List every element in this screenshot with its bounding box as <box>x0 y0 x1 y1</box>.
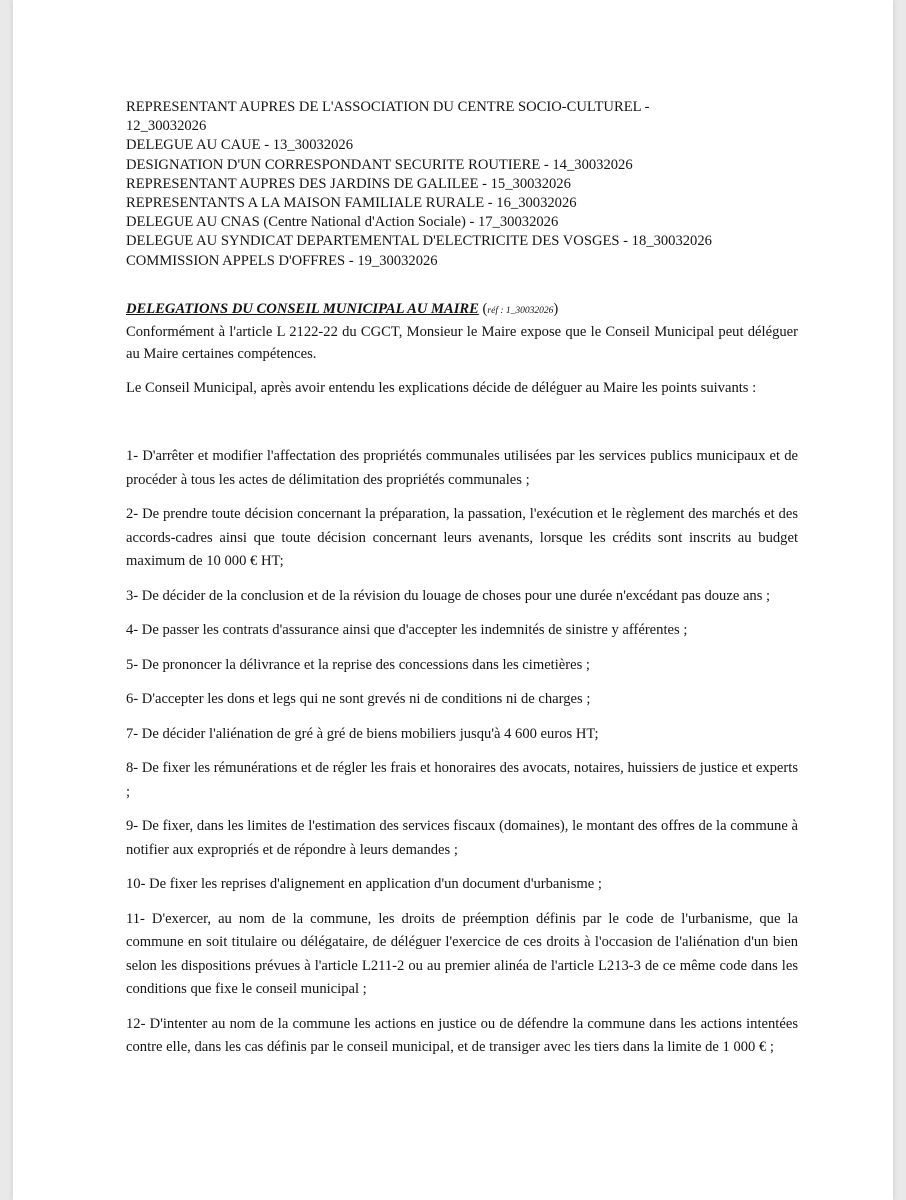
delegation-item: 12- D'intenter au nom de la commune les actions en justice ou de défendre la commune dans les actions intentées contre elle, dans les cas définis par le conseil municipal, et de transiger avec les tiers dans la limite de 1 000 € ; <box>126 1015 798 1056</box>
section-title: DELEGATIONS DU CONSEIL MUNICIPAL AU MAIRE (réf : 1_30032026) <box>126 300 559 317</box>
representative-line: COMMISSION APPELS D'OFFRES - 19_30032026 <box>126 252 438 269</box>
section-title-text: DELEGATIONS DU CONSEIL MUNICIPAL AU MAIRE <box>126 300 479 317</box>
delegation-item: 5- De prononcer la délivrance et la reprise des concessions dans les cimetières ; <box>126 656 590 673</box>
delegation-item: 3- De décider de la conclusion et de la révision du louage de choses pour une durée n'excédant pas douze ans ; <box>126 587 771 604</box>
representative-line: DELEGUE AU CAUE - 13_30032026 <box>126 137 353 154</box>
delegation-item: 2- De prendre toute décision concernant la préparation, la passation, l'exécution et le règlement des marchés et des accords-cadres ainsi que toute décision concernant leurs avenants, lorsque les crédits sont inscrits au budget maximum de 10 000 € HT; <box>126 506 798 570</box>
representative-line: REPRESENTANT AUPRES DES JARDINS DE GALILEE - 15_30032026 <box>126 175 571 192</box>
delegation-item: 10- De fixer les reprises d'alignement en application d'un document d'urbanisme ; <box>126 876 602 893</box>
decision-paragraph: Le Conseil Municipal, après avoir entendu les explications décide de déléguer au Maire les points suivants : <box>126 379 757 396</box>
delegation-item: 8- De fixer les rémunérations et de régler les frais et honoraires des avocats, notaires, huissiers de justice et experts ; <box>126 760 798 800</box>
representatives-list <box>126 98 798 271</box>
representative-line: 12_30032026 <box>126 118 207 135</box>
representative-line: REPRESENTANTS A LA MAISON FAMILIALE RURALE - 16_30032026 <box>126 195 577 212</box>
delegation-item: 11- D'exercer, au nom de la commune, les droits de préemption définis par le code de l'urbanisme, que la commune en soit titulaire ou délégataire, de déléguer l'exercice de ces droits à l'occasion de l'aliénation d'un bien selon les dispositions prévues à l'article L211-2 ou au premier alinéa de l'article L213-3 de ce même code dans les conditions que fixe le conseil municipal ; <box>126 910 798 998</box>
delegation-item: 4- De passer les contrats d'assurance ainsi que d'accepter les indemnités de sinistre y afférentes ; <box>126 622 688 639</box>
representative-line: DELEGUE AU SYNDICAT DEPARTEMENTAL D'ELECTRICITE DES VOSGES - 18_30032026 <box>126 233 712 250</box>
document-content <box>126 98 798 1071</box>
representative-line: DELEGUE AU CNAS (Centre National d'Action Sociale) - 17_30032026 <box>126 214 559 231</box>
representative-line: REPRESENTANT AUPRES DE L'ASSOCIATION DU CENTRE SOCIO-CULTUREL - <box>126 99 650 115</box>
delegation-item: 1- D'arrêter et modifier l'affectation des propriétés communales utilisées par les services publics municipaux et de procéder à tous les actes de délimitation des propriétés communales ; <box>126 448 798 488</box>
delegation-item: 9- De fixer, dans les limites de l'estimation des services fiscaux (domaines), le montant des offres de la commune à notifier aux expropriés et de répondre à leurs demandes ; <box>126 818 798 858</box>
section-reference: réf : 1_30032026 <box>487 305 554 316</box>
delegation-item: 6- D'accepter les dons et legs qui ne sont grevés ni de conditions ni de charges ; <box>126 691 591 708</box>
intro-paragraph: Conformément à l'article L 2122-22 du CGCT, Monsieur le Maire expose que le Conseil Municipal peut déléguer au Maire certaines compétences. <box>126 323 798 362</box>
delegation-items <box>126 445 798 1060</box>
document-page <box>13 0 893 1200</box>
delegation-item: 7- De décider l'aliénation de gré à gré de biens mobiliers jusqu'à 4 600 euros HT; <box>126 725 599 742</box>
representative-line: DESIGNATION D'UN CORRESPONDANT SECURITE ROUTIERE - 14_30032026 <box>126 156 633 173</box>
